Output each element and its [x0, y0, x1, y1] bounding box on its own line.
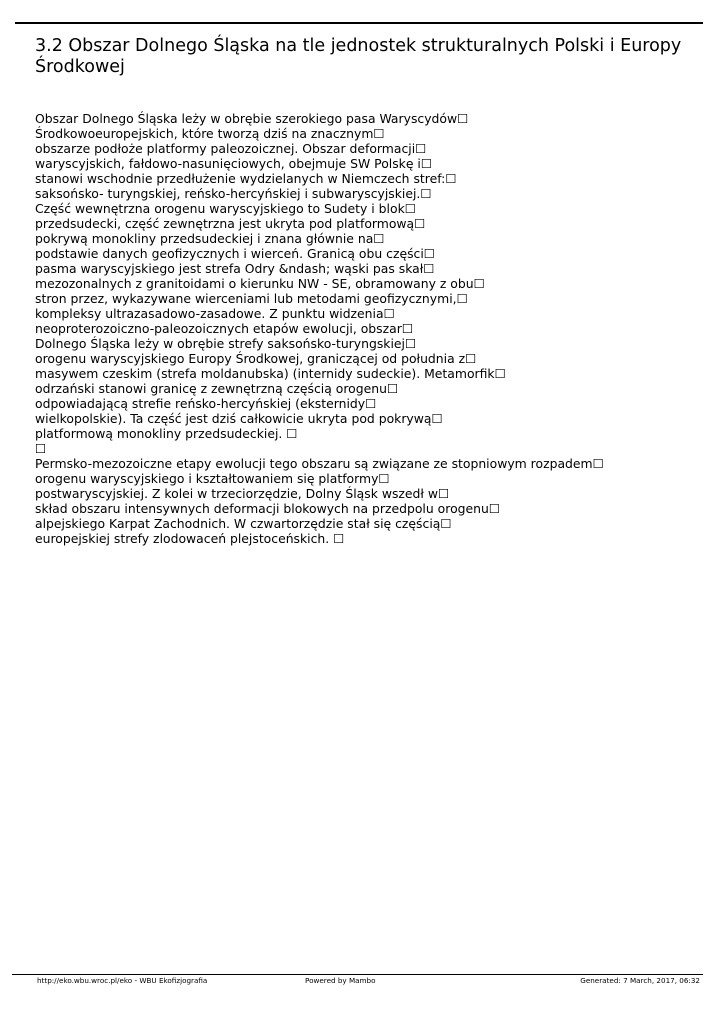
body-line: stanowi wschodnie przedłużenie wydzielanych w Niemczech stref:☐	[35, 171, 457, 186]
header-divider	[15, 22, 703, 24]
body-line: kompleksy ultrazasadowo-zasadowe. Z punktu widzenia☐	[35, 306, 395, 321]
body-line: orogenu waryscyjskiego i kształtowaniem się platformy☐	[35, 471, 390, 486]
body-line: mezozonalnych z granitoidami o kierunku NW - SE, obramowany z obu☐	[35, 276, 485, 291]
footer-generated: Generated: 7 March, 2017, 06:32	[580, 976, 700, 985]
body-line: stron przez, wykazywane wierceniami lub metodami geofizycznymi,☐	[35, 291, 468, 306]
body-line: waryscyjskich, fałdowo-nasunięciowych, obejmuje SW Polskę i☐	[35, 156, 432, 171]
body-line: Środkowoeuropejskich, które tworzą dziś na znacznym☐	[35, 126, 385, 141]
body-line: platformową monokliny przedsudeckiej. ☐	[35, 426, 298, 441]
body-line: orogenu waryscyjskiego Europy Środkowej, graniczącej od południa z☐	[35, 351, 477, 366]
body-line: neoproterozoiczno-paleozoicznych etapów ewolucji, obszar☐	[35, 321, 413, 336]
body-line: saksońsko- turyngskiej, reńsko-hercyńskiej i subwaryscyjskiej.☐	[35, 186, 432, 201]
body-line: Część wewnętrzna orogenu waryscyjskiego to Sudety i blok☐	[35, 201, 416, 216]
footer-url: http://eko.wbu.wroc.pl/eko - WBU Ekofizjografia	[37, 976, 208, 985]
body-line: podstawie danych geofizycznych i wierceń. Granicą obu części☐	[35, 246, 435, 261]
body-line: odrzański stanowi granicę z zewnętrzną częścią orogenu☐	[35, 381, 399, 396]
body-line: ☐	[35, 441, 47, 456]
body-line: Permsko-mezozoiczne etapy ewolucji tego obszaru są związane ze stopniowym rozpadem☐	[35, 456, 604, 471]
body-line: obszarze podłoże platformy paleozoicznej. Obszar deformacji☐	[35, 141, 427, 156]
body-line: przedsudecki, część zewnętrzna jest ukryta pod platformową☐	[35, 216, 426, 231]
body-line: wielkopolskie). Ta część jest dziś całkowicie ukryta pod pokrywą☐	[35, 411, 443, 426]
body-line: europejskiej strefy zlodowaceń plejstoceńskich. ☐	[35, 531, 345, 546]
body-line: masywem czeskim (strefa moldanubska) (internidy sudeckie). Metamorfik☐	[35, 366, 506, 381]
footer-powered-by: Powered by Mambo	[305, 976, 376, 985]
footer-divider	[12, 974, 703, 975]
body-line: alpejskiego Karpat Zachodnich. W czwartorzędzie stał się częścią☐	[35, 516, 452, 531]
page-title: 3.2 Obszar Dolnego Śląska na tle jednostek strukturalnych Polski i Europy Środkowej	[35, 36, 682, 77]
body-line: odpowiadającą strefie reńsko-hercyńskiej (eksternidy☐	[35, 396, 377, 411]
body-line: Dolnego Śląska leży w obrębie strefy saksońsko-turyngskiej☐	[35, 336, 417, 351]
body-line: pokrywą monokliny przedsudeckiej i znana głównie na☐	[35, 231, 385, 246]
body-line: Obszar Dolnego Śląska leży w obrębie szerokiego pasa Waryscydów☐	[35, 111, 469, 126]
body-line: postwaryscyjskiej. Z kolei w trzeciorzędzie, Dolny Śląsk wszedł w☐	[35, 486, 450, 501]
article-body	[35, 111, 705, 546]
body-line: pasma waryscyjskiego jest strefa Odry &ndash; wąski pas skał☐	[35, 261, 435, 276]
body-line: skład obszaru intensywnych deformacji blokowych na przedpolu orogenu☐	[35, 501, 500, 516]
